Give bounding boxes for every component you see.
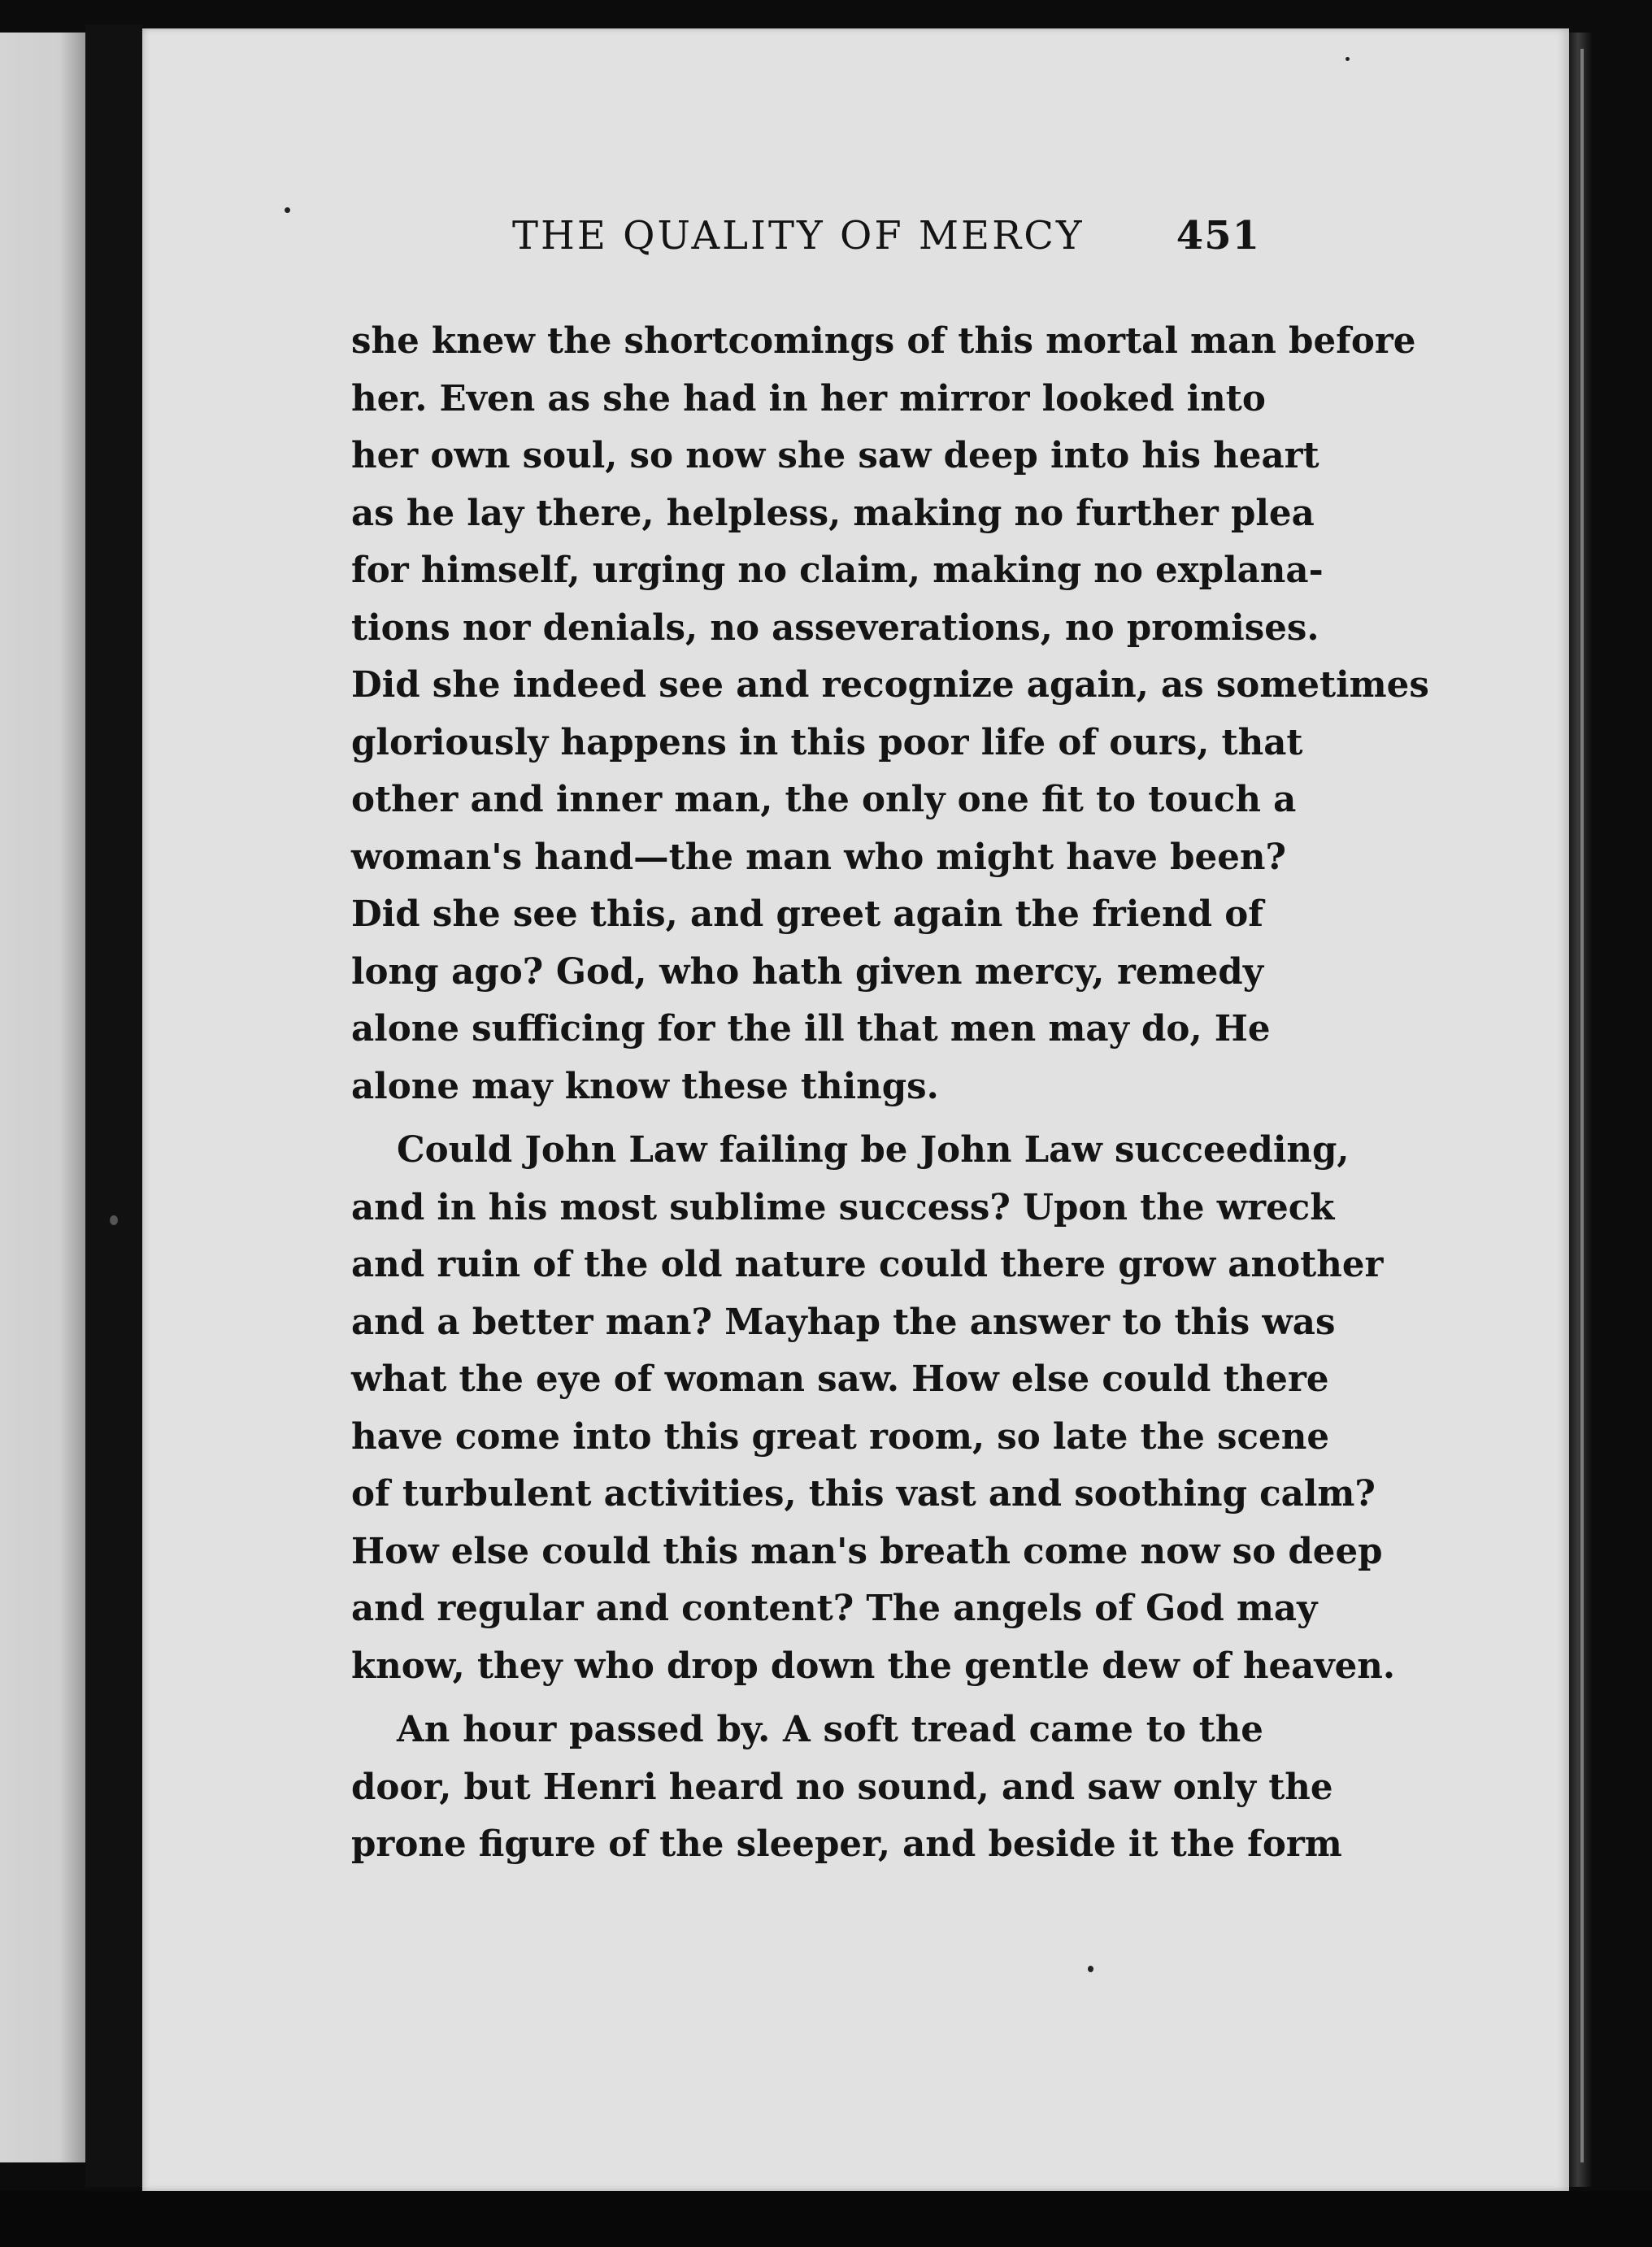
- text-line: as he lay there, helpless, making no further plea: [351, 492, 1315, 534]
- text-line: How else could this man's breath come now so deep: [351, 1530, 1383, 1572]
- text-line: tions nor denials, no asseverations, no promises.: [351, 606, 1319, 649]
- paragraph-2: [351, 1122, 1396, 1695]
- adjacent-page-edge: [0, 33, 85, 2162]
- page-number: 451: [1176, 213, 1260, 259]
- binding-gutter: [85, 24, 142, 2187]
- scan-speck: [1346, 57, 1350, 61]
- text-line: and ruin of the old nature could there grow another: [351, 1244, 1384, 1285]
- text-line: gloriously happens in this poor life of ours, that: [351, 721, 1303, 763]
- text-line: An hour passed by. A soft tread came to the: [397, 1709, 1263, 1750]
- scan-border-bottom: [0, 2191, 1652, 2247]
- text-line: Did she see this, and greet again the friend of: [351, 893, 1263, 935]
- scan-speck: [110, 1215, 118, 1225]
- page-body: [351, 313, 1429, 1880]
- text-line: door, but Henri heard no sound, and saw only the: [351, 1766, 1333, 1808]
- text-line: for himself, urging no claim, making no explana-: [351, 550, 1324, 591]
- text-line: long ago? God, who hath given mercy, remedy: [351, 950, 1263, 993]
- text-line: alone may know these things.: [351, 1065, 939, 1107]
- paragraph-1: [351, 313, 1429, 1115]
- text-line: prone figure of the sleeper, and beside it the form: [351, 1823, 1342, 1865]
- text-line: know, they who drop down the gentle dew of heaven.: [351, 1645, 1396, 1687]
- text-line: other and inner man, the only one fit to touch a: [351, 779, 1297, 820]
- text-line: and regular and content? The angels of God may: [351, 1588, 1318, 1629]
- text-line: what the eye of woman saw. How else could there: [351, 1358, 1329, 1400]
- text-line: Did she indeed see and recognize again, as sometimes: [351, 664, 1429, 706]
- text-line: and a better man? Mayhap the answer to this was: [351, 1301, 1336, 1343]
- page-header: [512, 213, 1260, 278]
- scan-speck: [1088, 1966, 1093, 1972]
- page-edge-highlight: [1580, 49, 1584, 2162]
- running-title: THE QUALITY OF MERCY: [512, 213, 1085, 259]
- paragraph-3: [351, 1702, 1342, 1874]
- text-line: and in his most sublime success? Upon the wreck: [351, 1186, 1335, 1228]
- text-line: of turbulent activities, this vast and soothing calm?: [351, 1473, 1376, 1515]
- text-line: woman's hand—the man who might have been?: [351, 836, 1286, 878]
- text-line: Could John Law failing be John Law succeeding,: [397, 1129, 1350, 1171]
- text-line: she knew the shortcomings of this mortal man before: [351, 320, 1416, 362]
- text-line: alone sufficing for the ill that men may do, He: [351, 1008, 1271, 1050]
- scan-speck: [285, 207, 290, 213]
- text-line: her own soul, so now she saw deep into his heart: [351, 435, 1319, 476]
- text-line: her. Even as she had in her mirror looked into: [351, 377, 1266, 419]
- text-line: have come into this great room, so late the scene: [351, 1415, 1330, 1458]
